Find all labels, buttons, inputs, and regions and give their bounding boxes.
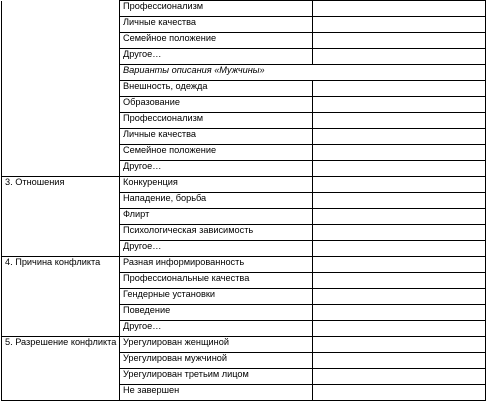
category-cell: 5. Разрешение конфликта (2, 337, 120, 401)
item-cell: Профессионализм (120, 113, 313, 129)
empty-cell (313, 369, 486, 385)
table-row (2, 177, 486, 193)
empty-cell (313, 33, 486, 49)
empty-cell (313, 113, 486, 129)
item-cell: Урегулирован мужчиной (120, 353, 313, 369)
item-cell: Разная информированность (120, 257, 313, 273)
item-cell: Не завершен (120, 385, 313, 401)
item-cell: Поведение (120, 305, 313, 321)
item-cell: Другое… (120, 161, 313, 177)
empty-cell (313, 241, 486, 257)
table-row (2, 257, 486, 273)
empty-cell (313, 17, 486, 33)
empty-cell (313, 145, 486, 161)
item-cell: Гендерные установки (120, 289, 313, 305)
empty-cell (313, 81, 486, 97)
table-row (2, 337, 486, 353)
item-cell: Урегулирован женщиной (120, 337, 313, 353)
item-cell: Другое… (120, 49, 313, 65)
empty-cell (313, 49, 486, 65)
table-row (2, 1, 486, 17)
empty-cell (313, 161, 486, 177)
empty-cell (313, 305, 486, 321)
item-cell: Урегулирован третьим лицом (120, 369, 313, 385)
item-cell: Семейное положение (120, 145, 313, 161)
item-cell: Другое… (120, 241, 313, 257)
subheading-cell: Варианты описания «Мужчины» (120, 65, 486, 81)
coding-table-page (1, 0, 485, 405)
category-cell (2, 1, 120, 177)
category-cell: 4. Причина конфликта (2, 257, 120, 337)
empty-cell (313, 385, 486, 401)
empty-cell (313, 273, 486, 289)
empty-cell (313, 337, 486, 353)
empty-cell (313, 225, 486, 241)
item-cell: Семейное положение (120, 33, 313, 49)
item-cell: Флирт (120, 209, 313, 225)
item-cell: Личные качества (120, 17, 313, 33)
empty-cell (313, 353, 486, 369)
empty-cell (313, 1, 486, 17)
item-cell: Психологическая зависимость (120, 225, 313, 241)
item-cell: Внешность, одежда (120, 81, 313, 97)
item-cell: Личные качества (120, 129, 313, 145)
category-cell: 3. Отношения (2, 177, 120, 257)
item-cell: Другое… (120, 321, 313, 337)
item-cell: Конкуренция (120, 177, 313, 193)
item-cell: Профессионализм (120, 1, 313, 17)
empty-cell (313, 129, 486, 145)
empty-cell (313, 209, 486, 225)
item-cell: Нападение, борьба (120, 193, 313, 209)
item-cell: Профессиональные качества (120, 273, 313, 289)
empty-cell (313, 321, 486, 337)
empty-cell (313, 177, 486, 193)
empty-cell (313, 257, 486, 273)
empty-cell (313, 97, 486, 113)
item-cell: Образование (120, 97, 313, 113)
coding-table-body (2, 1, 486, 401)
empty-cell (313, 289, 486, 305)
coding-table (1, 0, 486, 401)
empty-cell (313, 193, 486, 209)
